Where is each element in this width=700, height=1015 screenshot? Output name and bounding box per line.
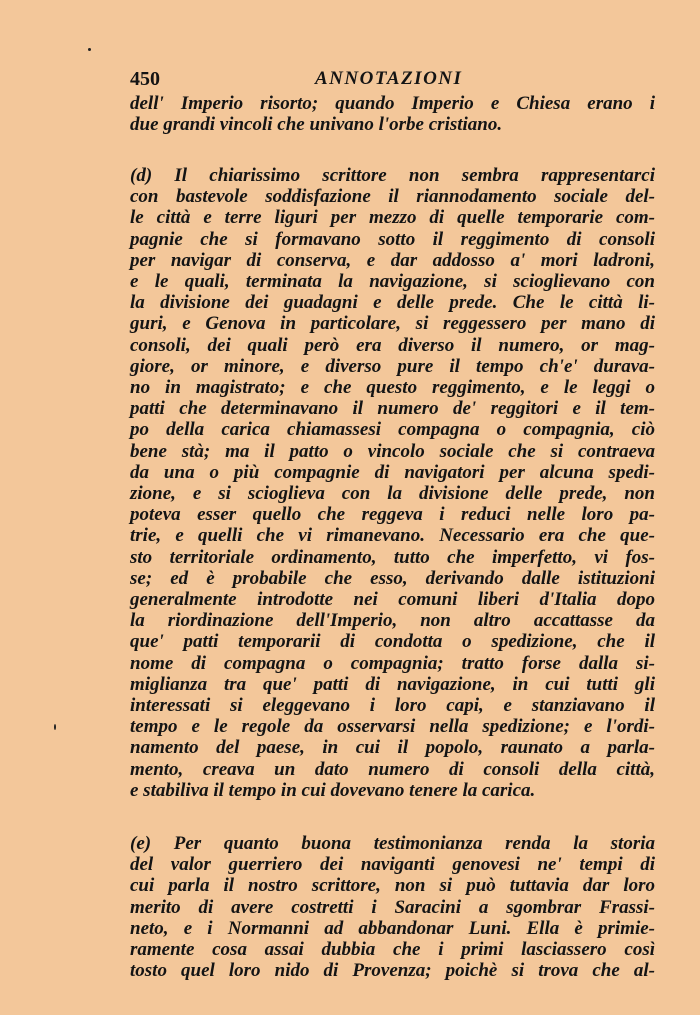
- text-line: interessati si eleggevano i loro capi, e stanziavano il: [130, 695, 655, 717]
- text-line: giore, or minore, e diverso pure il tempo ch'e' durava-: [130, 355, 655, 377]
- text-line: namento del paese, in cui il popolo, raunato a parla-: [130, 737, 655, 759]
- text-line: la divisione dei guadagni e delle prede. Che le città li-: [130, 292, 655, 314]
- text-line: le città e terre liguri per mezzo di quelle temporarie com-: [130, 207, 655, 229]
- text-line: pagnie che si formavano sotto il reggimento di consoli: [130, 228, 655, 250]
- paragraph-continuation: [130, 93, 655, 135]
- text-line: e le quali, terminata la navigazione, si scioglievano con: [130, 271, 655, 293]
- text-line: generalmente introdotte nei comuni liberi d'Italia dopo: [130, 589, 655, 611]
- text-line: que' patti temporarii di condotta o spedizione, che il: [130, 631, 655, 653]
- text-line: per navigar di conserva, e dar addosso a' mori ladroni,: [130, 249, 655, 271]
- paragraph-note-d: [130, 165, 655, 801]
- text-line: mento, creava un dato numero di consoli della città,: [130, 758, 655, 780]
- text-line: dell' Imperio risorto; quando Imperio e Chiesa erano i: [130, 93, 655, 114]
- text-line: patti che determinavano il numero de' reggitori e il tem-: [130, 398, 655, 420]
- text-line: (d) Il chiarissimo scrittore non sembra rappresentarci: [130, 165, 655, 186]
- text-line: guri, e Genova in particolare, si reggessero per mano di: [130, 313, 655, 335]
- text-line: neto, e i Normanni ad abbandonar Luni. Ella è primie-: [130, 917, 655, 939]
- running-head: ANNOTAZIONI: [315, 68, 463, 89]
- text-line: po della carica chiamassesi compagna o compagnia, ciò: [130, 419, 655, 441]
- text-line: trie, e quelli che vi rimanevano. Necessario era che que-: [130, 525, 655, 547]
- text-line: bene stà; ma il patto o vincolo sociale che si contraeva: [130, 440, 655, 462]
- text-line: cui parla il nostro scrittore, non si può tuttavia dar loro: [130, 875, 655, 897]
- text-line: del valor guerriero dei naviganti genovesi ne' tempi di: [130, 854, 655, 876]
- text-line: da una o più compagnie di navigatori per alcuna spedi-: [130, 461, 655, 483]
- text-line: tosto quel loro nido di Provenza; poichè si trova che al-: [130, 960, 655, 982]
- text-line: poteva esser quello che reggeva i reduci nelle loro pa-: [130, 504, 655, 526]
- text-line: consoli, dei quali però era diverso il numero, or mag-: [130, 334, 655, 356]
- text-line: due grandi vincoli che univano l'orbe cristiano.: [130, 114, 503, 136]
- text-line: (e) Per quanto buona testimonianza renda la storia: [130, 833, 655, 854]
- ink-speck: [88, 48, 91, 51]
- text-line: sto territoriale ordinamento, tutto che imperfetto, vi fos-: [130, 546, 655, 568]
- text-line: merito di avere costretti i Saracini a sgombrar Frassi-: [130, 896, 655, 918]
- text-line: miglianza tra que' patti di navigazione, in cui tutti gli: [130, 673, 655, 695]
- text-line: e stabiliva il tempo in cui dovevano tenere la carica.: [130, 779, 536, 801]
- text-line: con bastevole soddisfazione il riannodamento sociale del-: [130, 186, 655, 208]
- ink-speck: [54, 724, 56, 730]
- text-line: se; ed è probabile che esso, derivando dalle istituzioni: [130, 567, 655, 589]
- page-number: 450: [130, 68, 160, 90]
- text-line: tempo e le regole da osservarsi nella spedizione; e l'ordi-: [130, 716, 655, 738]
- text-line: ramente cosa assai dubbia che i primi lasciassero così: [130, 939, 655, 961]
- text-line: nome di compagna o compagnia; tratto forse dalla si-: [130, 652, 655, 674]
- paragraph-note-e: [130, 833, 655, 981]
- text-line: no in magistrato; e che questo reggimento, e le leggi o: [130, 377, 655, 399]
- text-line: zione, e si scioglieva con la divisione delle prede, non: [130, 483, 655, 505]
- page-header: [130, 68, 655, 92]
- text-line: la riordinazione dell'Imperio, non altro accattasse da: [130, 610, 655, 632]
